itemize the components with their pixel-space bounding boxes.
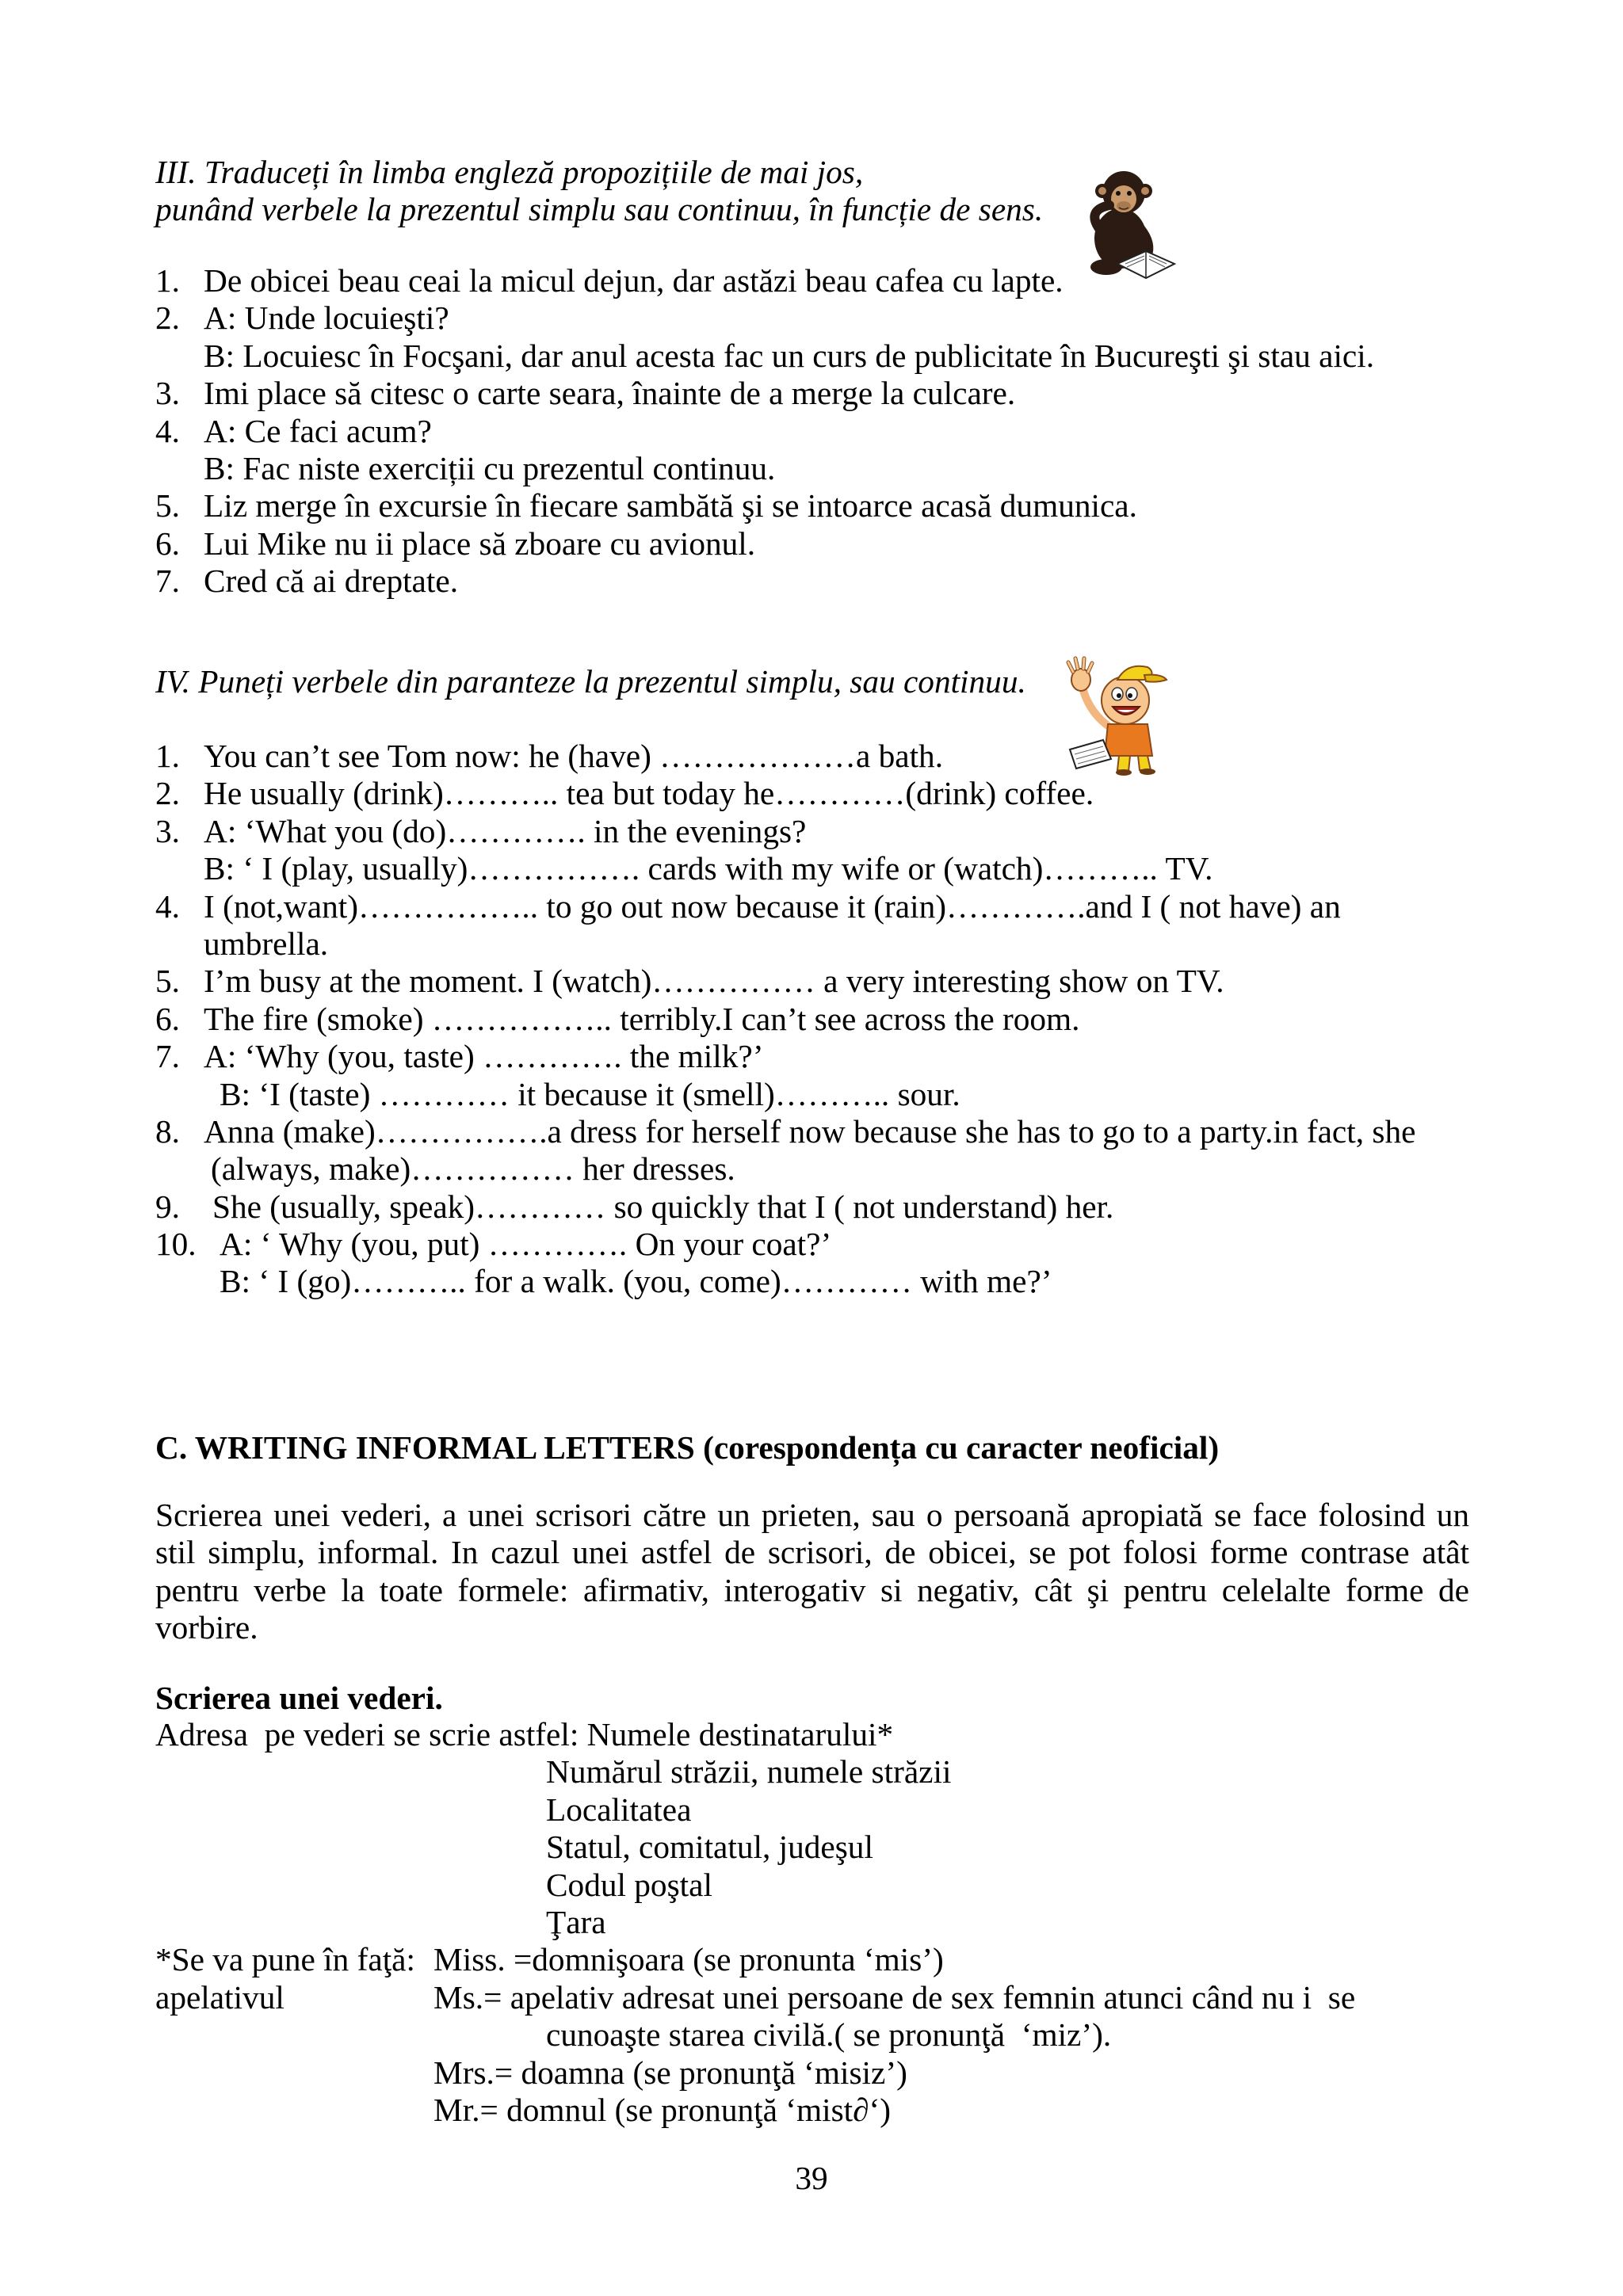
item-number: 3. [155, 812, 180, 849]
section-iii-list [155, 262, 1374, 601]
list-item [155, 487, 1374, 524]
section-iv-list [155, 738, 1415, 1301]
salutation-ms: Ms.= apelativ adresat unei persoane de sex femnin atunci când nu i se [433, 1978, 1356, 2016]
page-number: 39 [795, 2160, 828, 2196]
address-field: Statul, comitatul, judeşul [546, 1829, 873, 1866]
item-text: You can’t see Tom now: he (have) ………………a bath. [204, 738, 944, 774]
item-number: 1. [155, 738, 180, 774]
item-number: 6. [155, 1000, 180, 1037]
address-field: Ţara [546, 1903, 606, 1940]
item-text: Anna (make)…………….a dress for herself now because she has to go to a party.in fact, she [204, 1112, 1416, 1150]
salutation-note-label: *Se va pune în faţă: [155, 1941, 415, 1978]
list-item [155, 1188, 1415, 1226]
item-text: De obicei beau ceai la micul dejun, dar astăzi beau cafea cu lapte. [204, 262, 1064, 299]
list-item [155, 1226, 1415, 1301]
yellow-cap [1117, 666, 1167, 682]
item-number: 5. [155, 963, 180, 1000]
item-number: 7. [155, 1038, 180, 1075]
list-item [155, 738, 1415, 775]
item-text: umbrella. [204, 925, 329, 962]
item-text: A: Ce faci acum? [204, 412, 432, 449]
postcard-subheading: Scrierea unei vederi. [155, 1680, 443, 1716]
item-text: Liz merge în excursie în fiecare sambătă şi se intoarce acasă dumunica. [204, 487, 1137, 524]
section-iv-heading: IV. Puneți verbele din paranteze la prezentul simplu, sau continuu. [155, 663, 1026, 700]
section-iii-heading [155, 154, 1043, 229]
item-number: 4. [155, 412, 180, 449]
item-text: A: Unde locuieşti? [204, 299, 449, 337]
list-item [155, 413, 1374, 488]
heading-line: III. Traduceți în limba engleză propozițiile de mai jos, [155, 154, 864, 190]
heading-line: punând verbele la prezentul simplu sau continuu, în funcție de sens. [155, 191, 1044, 228]
list-item [155, 888, 1415, 963]
item-text: Imi place să citesc o carte seara, înainte de a merge la culcare. [204, 375, 1016, 412]
salutation-mr: Mr.= domnul (se pronunţă ‘mist∂‘) [433, 2091, 892, 2128]
salutation-ms-cont: cunoaşte starea civilă.( se pronunţă ‘miz’). [546, 2016, 1112, 2054]
salutation-note-label-cont: apelativul [155, 1978, 285, 2016]
paragraph-line: vorbire. [155, 1609, 258, 1646]
list-item [155, 563, 1374, 600]
item-number: 9. [155, 1188, 180, 1225]
item-number: 8. [155, 1112, 180, 1150]
list-item [155, 775, 1415, 812]
section-c-intro-paragraph [155, 1497, 1469, 1647]
item-number: 4. [155, 887, 180, 925]
list-item [155, 963, 1415, 1000]
paragraph-line: pentru verbe la toate formele: afirmativ, interogativ si negativ, cât şi pentru celelalte forme de [155, 1571, 1469, 1608]
list-item [155, 813, 1415, 888]
item-text: A: ‘ Why (you, put) …………. On your coat?’ [220, 1226, 832, 1263]
list-item [155, 525, 1374, 563]
item-text: She (usually, speak)………… so quickly that I ( not understand) her. [212, 1188, 1114, 1225]
item-number: 1. [155, 262, 180, 299]
list-item [155, 1038, 1415, 1113]
list-item [155, 375, 1374, 412]
list-item [155, 1113, 1415, 1188]
address-field: Numărul străzii, numele străzii [546, 1753, 952, 1791]
item-text: I’m busy at the moment. I (watch)…………… a very interesting show on TV. [204, 963, 1224, 1000]
section-c-heading: C. WRITING INFORMAL LETTERS (corespondența cu caracter neoficial) [155, 1429, 1220, 1466]
address-intro: Adresa pe vederi se scrie astfel: Numele destinatarului* [155, 1716, 894, 1753]
item-text: Cred că ai dreptate. [204, 563, 459, 600]
salutation-mrs: Mrs.= doamna (se pronunţă ‘misiz’) [433, 2054, 907, 2091]
item-number: 2. [155, 299, 180, 337]
address-block [155, 1716, 1503, 2129]
item-text: A: ‘What you (do)…………. in the evenings? [204, 812, 807, 849]
item-number: 2. [155, 775, 180, 812]
item-text: B: ‘ I (play, usually)……………. cards with my wife or (watch)……….. TV. [204, 850, 1213, 887]
item-text: (always, make)…………… her dresses. [211, 1150, 735, 1188]
item-text: B: Fac niste exerciții cu prezentul continuu. [204, 449, 776, 486]
waving-hand [1068, 658, 1108, 726]
item-text: He usually (drink)……….. tea but today he…………(drink) coffee. [204, 775, 1094, 812]
address-field: Codul poştal [546, 1866, 712, 1903]
paragraph-line: Scrierea unei vederi, a unei scrisori către un prieten, sau o persoană apropiată se face folosind un [155, 1497, 1469, 1533]
boy-head [1102, 677, 1149, 724]
item-text: The fire (smoke) …………….. terribly.I can’t see across the room. [204, 1000, 1080, 1037]
list-item [155, 1001, 1415, 1038]
item-text: Lui Mike nu ii place să zboare cu avionul. [204, 524, 756, 562]
item-text: B: ‘ I (go)……….. for a walk. (you, come)………… with me?’ [220, 1263, 1052, 1300]
address-field: Localitatea [546, 1791, 692, 1828]
item-text: B: Locuiesc în Focşani, dar anul acesta fac un curs de publicitate în Bucureşti şi stau aici. [204, 337, 1375, 374]
list-item [155, 262, 1374, 299]
item-number: 3. [155, 375, 180, 412]
item-number: 6. [155, 524, 180, 562]
item-text: B: ‘I (taste) ………… it because it (smell)……….. sour. [220, 1075, 960, 1112]
item-text: I (not,want)…………….. to go out now because it (rain)………….and I ( not have) an [204, 887, 1341, 925]
list-item [155, 299, 1374, 375]
item-text: A: ‘Why (you, taste) …………. the milk?’ [204, 1038, 764, 1075]
paragraph-line: stil simplu, informal. In cazul unei astfel de scrisori, de obicei, se pot folosi forme contrase atât [155, 1534, 1469, 1571]
salutation-miss: Miss. =domnişoara (se pronunta ‘mis’) [433, 1941, 944, 1978]
item-number: 5. [155, 487, 180, 524]
item-number: 7. [155, 563, 180, 600]
item-number: 10. [155, 1226, 197, 1263]
